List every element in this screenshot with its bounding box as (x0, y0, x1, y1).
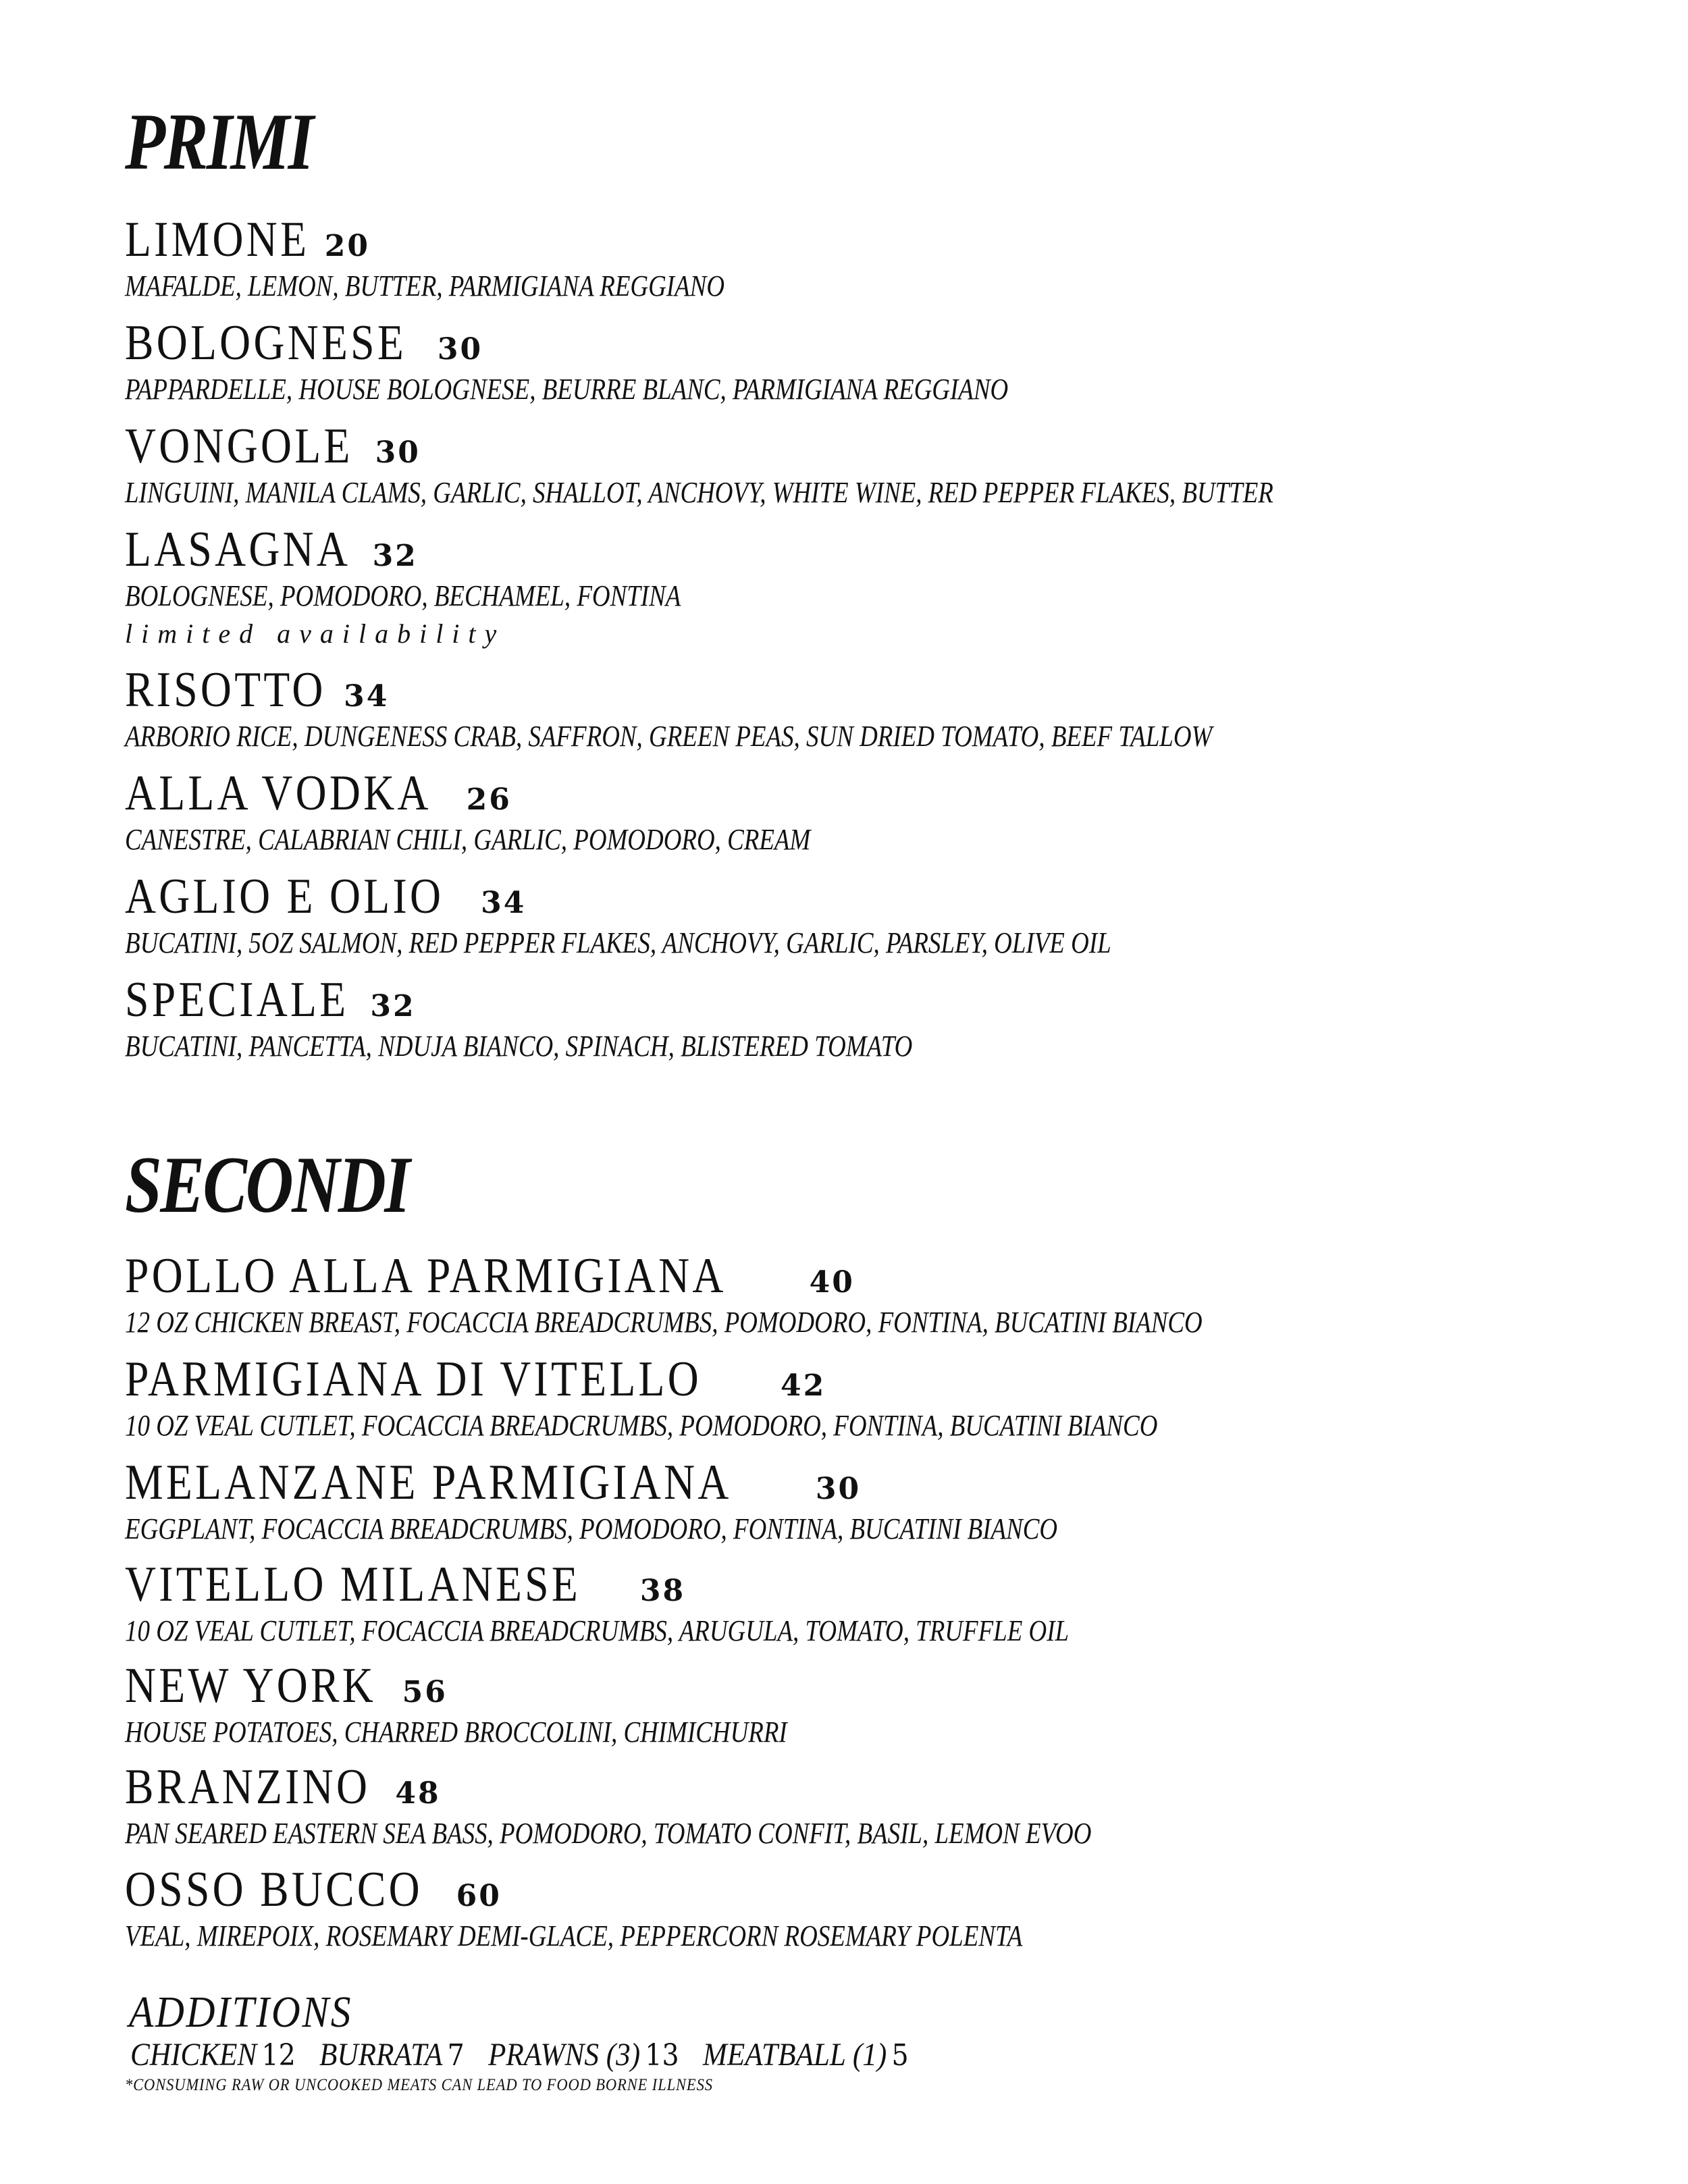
menu-item-branzino (125, 1759, 1275, 1850)
menu-item-parmigiana-di-vitello (125, 1354, 1354, 1441)
item-description: 10 OZ VEAL CUTLET, FOCACCIA BREADCRUMBS, ARUGULA, TOMATO, TRUFFLE OIL (125, 1614, 1070, 1647)
addition-price: 7 (447, 2038, 465, 2073)
item-price: 32 (372, 539, 418, 573)
item-description: MAFALDE, LEMON, BUTTER, PARMIGIANA REGGIANO (125, 269, 725, 302)
item-price: 34 (344, 679, 390, 714)
item-description: PAN SEARED EASTERN SEA BASS, POMODORO, TOMATO CONFIT, BASIL, LEMON EVOO (125, 1817, 1092, 1850)
additions-section (129, 1990, 377, 2035)
food-safety-disclaimer: *CONSUMING RAW OR UNCOOKED MEATS CAN LEAD TO FOOD BORNE ILLNESS (125, 2076, 713, 2094)
item-name: RISOTTO (125, 662, 326, 718)
item-description: PAPPARDELLE, HOUSE BOLOGNESE, BEURRE BLANC, PARMIGIANA REGGIANO (125, 373, 1009, 406)
item-price: 30 (437, 332, 483, 367)
addition-burrata (319, 2039, 465, 2071)
item-price: 20 (324, 229, 370, 263)
menu-item-vitello-milanese (125, 1557, 1248, 1647)
item-availability-note: limited availability (125, 618, 506, 649)
addition-price: 12 (261, 2038, 296, 2073)
addition-name: MEATBALL (1) (702, 2037, 887, 2073)
item-description: HOUSE POTATOES, CHARRED BROCCOLINI, CHIMICHURRI (125, 1715, 787, 1749)
item-name: NEW YORK (125, 1658, 377, 1713)
item-description: 10 OZ VEAL CUTLET, FOCACCIA BREADCRUMBS, POMODORO, FONTINA, BUCATINI BIANCO (125, 1409, 1158, 1442)
item-price: 38 (639, 1574, 686, 1608)
menu-item-vongole (125, 421, 1492, 508)
addition-name: PRAWNS (3) (487, 2037, 641, 2073)
menu-item-bolognese (125, 315, 1176, 406)
item-price: 26 (466, 782, 512, 817)
item-name: BOLOGNESE (125, 315, 407, 371)
item-description: VEAL, MIREPOIX, ROSEMARY DEMI-GLACE, PEPPERCORN ROSEMARY POLENTA (125, 1919, 1023, 1952)
primi-section-title: PRIMI (125, 97, 313, 186)
menu-item-osso-bucco (125, 1862, 1194, 1952)
addition-price: 5 (891, 2038, 909, 2073)
item-price: 30 (815, 1472, 862, 1506)
addition-meatball (703, 2039, 909, 2071)
item-price: 60 (456, 1879, 502, 1913)
item-description: CANESTRE, CALABRIAN CHILI, GARLIC, POMODORO, CREAM (125, 823, 811, 856)
item-description: EGGPLANT, FOCACCIA BREADCRUMBS, POMODORO, FONTINA, BUCATINI BIANCO (125, 1512, 1058, 1545)
menu-item-aglio-e-olio (125, 869, 1299, 959)
item-name: MELANZANE PARMIGIANA (125, 1455, 732, 1510)
item-price: 32 (370, 989, 416, 1023)
item-name: VITELLO MILANESE (125, 1557, 581, 1612)
addition-name: BURRATA (319, 2037, 443, 2073)
item-name: POLLO ALLA PARMIGIANA (125, 1248, 727, 1304)
item-name: ALLA VODKA (125, 766, 431, 821)
item-name: PARMIGIANA DI VITELLO (125, 1352, 702, 1407)
item-price: 42 (781, 1368, 826, 1403)
additions-title: ADDITIONS (129, 1988, 353, 2037)
addition-chicken (130, 2039, 296, 2071)
primi-section-title-wrap (125, 97, 353, 186)
item-price: 34 (481, 886, 527, 920)
menu-item-lasagna (125, 522, 787, 649)
addition-price: 13 (645, 2038, 679, 2073)
menu-item-speciale (125, 972, 1063, 1063)
menu-item-risotto (125, 662, 1419, 753)
food-safety-disclaimer-wrap (125, 2077, 779, 2094)
item-price: 40 (809, 1265, 855, 1300)
item-price: 56 (402, 1675, 448, 1709)
item-name: AGLIO E OLIO (125, 869, 444, 924)
item-name: LASAGNA (125, 522, 351, 577)
item-description: BUCATINI, 5OZ SALMON, RED PEPPER FLAKES, ANCHOVY, GARLIC, PARSLEY, OLIVE OIL (125, 926, 1111, 959)
menu-item-alla-vodka (125, 768, 941, 855)
additions-list (130, 2039, 1018, 2071)
item-description: LINGUINI, MANILA CLAMS, GARLIC, SHALLOT, ANCHOVY, WHITE WINE, RED PEPPER FLAKES, BUTTER (125, 476, 1273, 509)
item-price: 48 (395, 1776, 441, 1811)
item-name: BRANZINO (125, 1759, 371, 1815)
item-description: 12 OZ CHICKEN BREAST, FOCACCIA BREADCRUMBS, POMODORO, FONTINA, BUCATINI BIANCO (125, 1306, 1203, 1339)
item-description: ARBORIO RICE, DUNGENESS CRAB, SAFFRON, GREEN PEAS, SUN DRIED TOMATO, BEEF TALLOW (125, 720, 1213, 753)
item-name: SPECIALE (125, 972, 349, 1028)
menu-item-melanzane-parmigiana (125, 1455, 1235, 1545)
item-name: VONGOLE (125, 419, 353, 474)
secondi-section-title-wrap (125, 1140, 471, 1229)
item-name: LIMONE (125, 212, 310, 267)
item-price: 30 (375, 435, 421, 470)
item-description: BUCATINI, PANCETTA, NDUJA BIANCO, SPINACH, BLISTERED TOMATO (125, 1030, 913, 1063)
item-description: BOLOGNESE, POMODORO, BECHAMEL, FONTINA (125, 579, 681, 612)
item-name: OSSO BUCCO (125, 1862, 423, 1917)
menu-item-limone (125, 212, 839, 302)
addition-name: CHICKEN (130, 2037, 257, 2073)
addition-prawns (488, 2039, 679, 2071)
menu-item-pollo-alla-parmigiana (125, 1248, 1408, 1339)
secondi-section-title: SECONDI (125, 1140, 409, 1229)
menu-item-new-york (125, 1658, 914, 1749)
